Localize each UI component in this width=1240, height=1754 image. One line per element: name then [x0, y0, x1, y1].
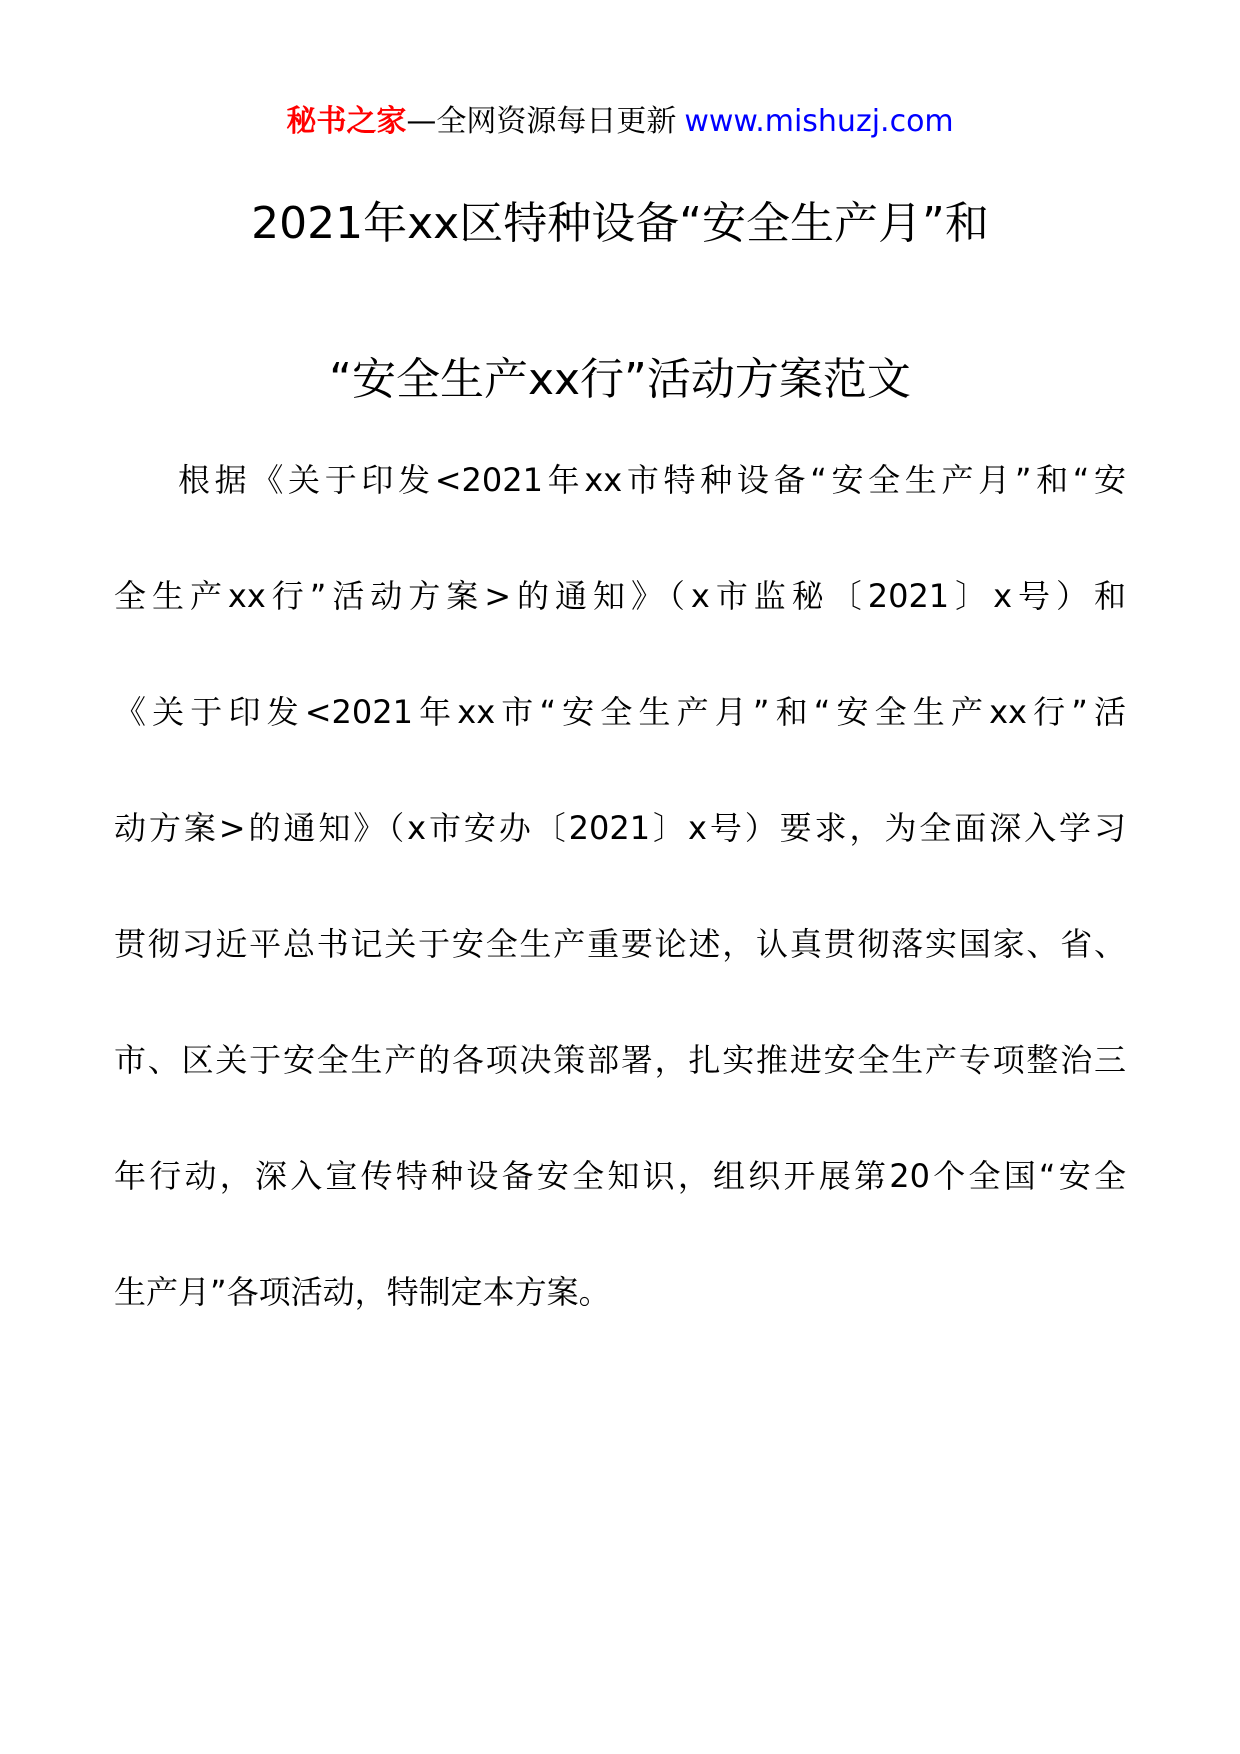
paragraph-line-7: 年行动，深入宣传特种设备安全知识，组织开展第20个全国“安全	[114, 1157, 1126, 1195]
site-banner	[0, 100, 1240, 144]
paragraph-line-5: 贯彻习近平总书记关于安全生产重要论述，认真贯彻落实国家、省、	[114, 925, 1126, 963]
paragraph-line-3: 《关于印发<2021年xx市“安全生产月”和“安全生产xx行”活	[114, 693, 1126, 731]
banner-tagline: —全网资源每日更新	[406, 104, 677, 139]
document-title-line-1: 2021年xx区特种设备“安全生产月”和	[251, 198, 989, 249]
paragraph-line-1: 根据《关于印发<2021年xx市特种设备“安全生产月”和“安	[178, 461, 1126, 499]
document-title-line-2: “安全生产xx行”活动方案范文	[329, 354, 911, 405]
paragraph-line-2: 全生产xx行”活动方案>的通知》（x市监秘〔2021〕x号）和	[114, 577, 1126, 615]
website-link[interactable]: www.mishuzj.com	[684, 104, 954, 139]
brand-name: 秘书之家	[286, 104, 407, 139]
paragraph-line-8: 生产月”各项活动，特制定本方案。	[114, 1273, 611, 1311]
paragraph-line-6: 市、区关于安全生产的各项决策部署，扎实推进安全生产专项整治三	[114, 1041, 1126, 1079]
paragraph-line-4: 动方案>的通知》（x市安办〔2021〕x号）要求，为全面深入学习	[114, 809, 1126, 847]
